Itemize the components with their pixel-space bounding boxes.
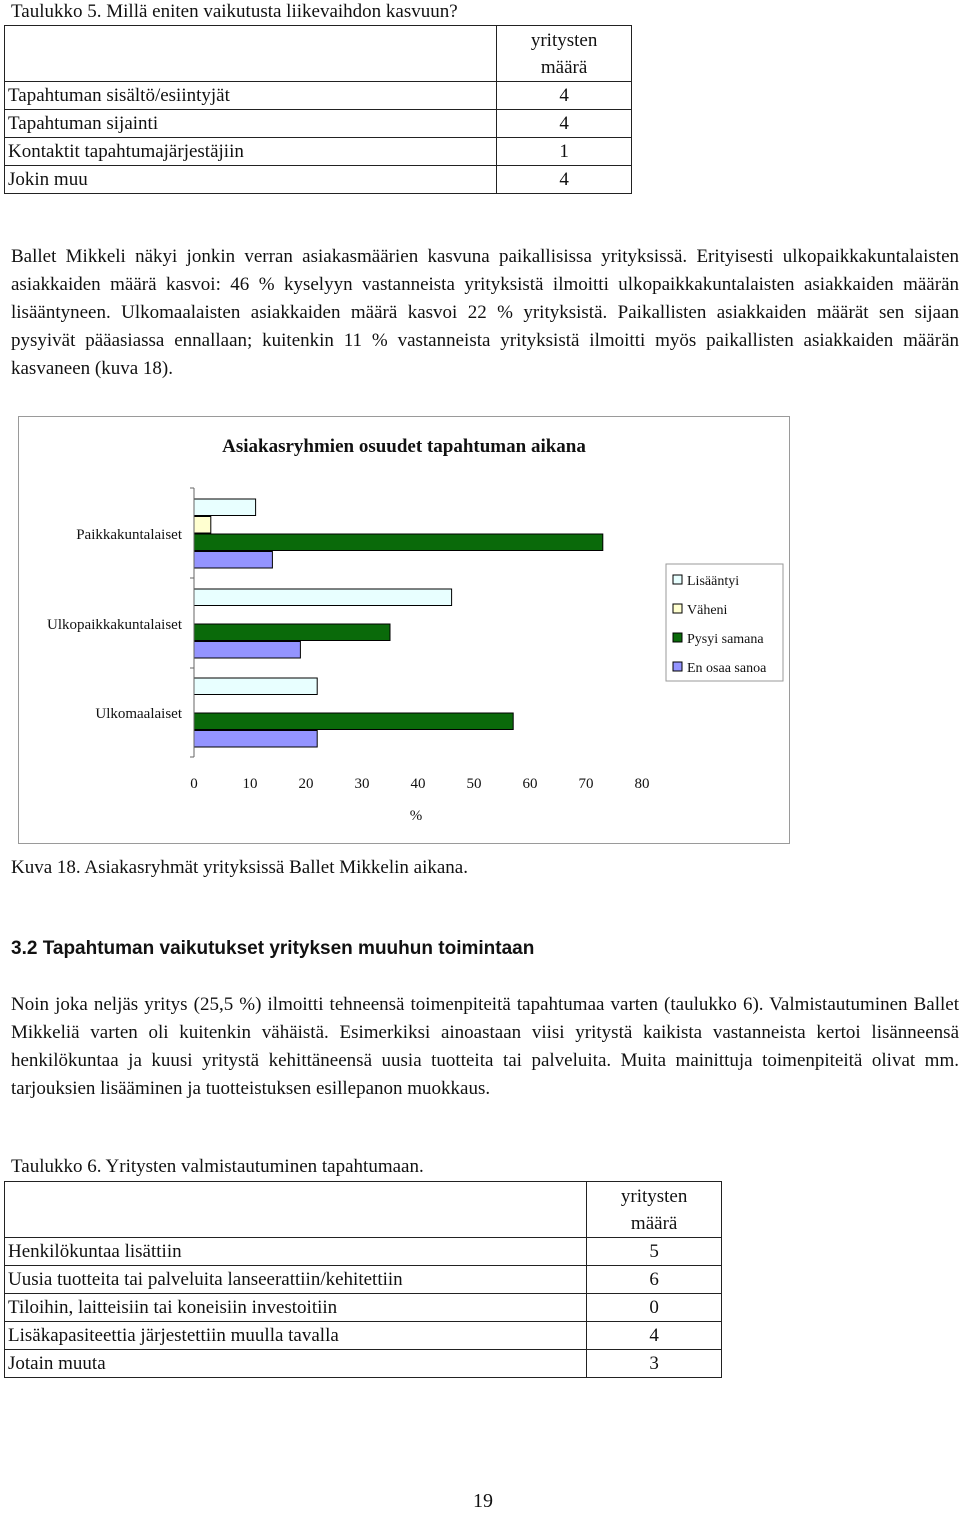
table5-row-label: Tapahtuman sijainti [5, 110, 497, 138]
table6 [4, 1181, 722, 1378]
category-label: Paikkakuntalaiset [76, 527, 182, 543]
table-row [5, 1322, 722, 1350]
table5-row-label: Tapahtuman sisältö/esiintyjät [5, 82, 497, 110]
table6-row-value: 4 [587, 1322, 722, 1350]
legend-label: Väheni [687, 603, 728, 618]
table6-row-label: Tiloihin, laitteisiin tai koneisiin investoitiin [5, 1294, 587, 1322]
x-tick-label: 40 [410, 776, 426, 792]
x-tick-label: 20 [298, 776, 314, 792]
chart-title: Asiakasryhmien osuudet tapahtuman aikana [222, 436, 586, 457]
bar [194, 642, 300, 659]
bar [194, 534, 603, 551]
legend-swatch [673, 662, 682, 671]
table6-header-label [5, 1182, 587, 1238]
bar [194, 552, 272, 569]
x-tick-label: 10 [242, 776, 258, 792]
table-row [5, 1266, 722, 1294]
table6-row-label: Jotain muuta [5, 1350, 587, 1378]
legend-label: Lisääntyi [687, 574, 740, 589]
table5-row-label: Jokin muu [5, 166, 497, 194]
table6-row-label: Henkilökuntaa lisättiin [5, 1238, 587, 1266]
figure-caption: Kuva 18. Asiakasryhmät yrityksissä Ballet Mikkelin aikana. [11, 857, 468, 878]
table6-row-value: 5 [587, 1238, 722, 1266]
body-paragraph-1: Ballet Mikkeli näkyi jonkin verran asiakasmäärien kasvuna paikallisissa yrityksissä. Erityisesti ulkopaikkakuntalaisten asiakkaiden määrä kasvoi: 46 % kyselyyn vastanneista yrityksistä ilmoitti ulkopaikkakuntalaisten asiakkaiden määrän lisääntyneen. Ulkomaalaisten asiakkaiden määrä kasvoi 22 % yrityksistä. Paikallisten asiakkaiden määrät sen sijaan pysyivät pääasiassa ennallaan; kuitenkin 11 % vastanneista yrityksistä ilmoitti myös paikallisten asiakkaiden määrän kasvaneen (kuva 18). [11, 246, 959, 379]
bar [194, 624, 390, 641]
table6-row-value: 6 [587, 1266, 722, 1294]
bar [194, 713, 513, 730]
x-tick-label: 30 [354, 776, 370, 792]
table5-row-value: 4 [497, 110, 632, 138]
table6-row-value: 3 [587, 1350, 722, 1378]
legend-swatch [673, 575, 682, 584]
table6-row-value: 0 [587, 1294, 722, 1322]
body-paragraph-2: Noin joka neljäs yritys (25,5 %) ilmoitti tehneensä toimenpiteitä tapahtumaa varten (taulukko 6). Valmistautuminen Ballet Mikkeliä varten oli kuitenkin vähäistä. Esimerkiksi ainoastaan viisi yritystä kaikista vastanneista kertoi lisänneensä henkilökuntaa ja kuusi yritystä kehittäneensä uusia tuotteita tai palveluita. Muita mainittuja toimenpiteitä olivat mm. tarjouksien lisääminen ja tuotteistuksen esillepanon muokkaus. [11, 994, 959, 1099]
legend-label: Pysyi samana [687, 632, 764, 647]
legend-label: En osaa sanoa [687, 661, 767, 676]
table5-caption: Taulukko 5. Millä eniten vaikutusta liikevaihdon kasvuun? [11, 1, 458, 22]
table-row [5, 1238, 722, 1266]
x-tick-label: 50 [466, 776, 482, 792]
bar [194, 517, 211, 534]
bar [194, 589, 452, 606]
table5-row-value: 4 [497, 166, 632, 194]
table-row [5, 1294, 722, 1322]
x-tick-label: 80 [634, 776, 650, 792]
table6-header-row [5, 1182, 722, 1238]
category-label: Ulkomaalaiset [95, 706, 182, 722]
table-row [5, 1350, 722, 1378]
section-heading: 3.2 Tapahtuman vaikutukset yrityksen muuhun toimintaan [11, 938, 535, 959]
legend-swatch [673, 633, 682, 642]
chart-xlabel: % [409, 808, 423, 824]
table6-caption: Taulukko 6. Yritysten valmistautuminen tapahtumaan. [11, 1156, 424, 1177]
table5-row-value: 1 [497, 138, 632, 166]
table5-header-value: yritysten määrä [497, 26, 632, 82]
x-tick-label: 70 [578, 776, 594, 792]
category-label: Ulkopaikkakuntalaiset [47, 617, 182, 633]
table6-header-value: yritysten määrä [587, 1182, 722, 1238]
x-tick-label: 0 [190, 776, 198, 792]
bar [194, 499, 256, 516]
legend-swatch [673, 604, 682, 613]
page-number: 19 [473, 1490, 493, 1512]
table5-row-value: 4 [497, 82, 632, 110]
table6-row-label: Lisäkapasiteettia järjestettiin muulla tavalla [5, 1322, 587, 1350]
bar [194, 678, 317, 695]
table5-row-label: Kontaktit tapahtumajärjestäjiin [5, 138, 497, 166]
x-tick-label: 60 [522, 776, 538, 792]
table6-row-label: Uusia tuotteita tai palveluita lanseerattiin/kehitettiin [5, 1266, 587, 1294]
bar [194, 731, 317, 748]
